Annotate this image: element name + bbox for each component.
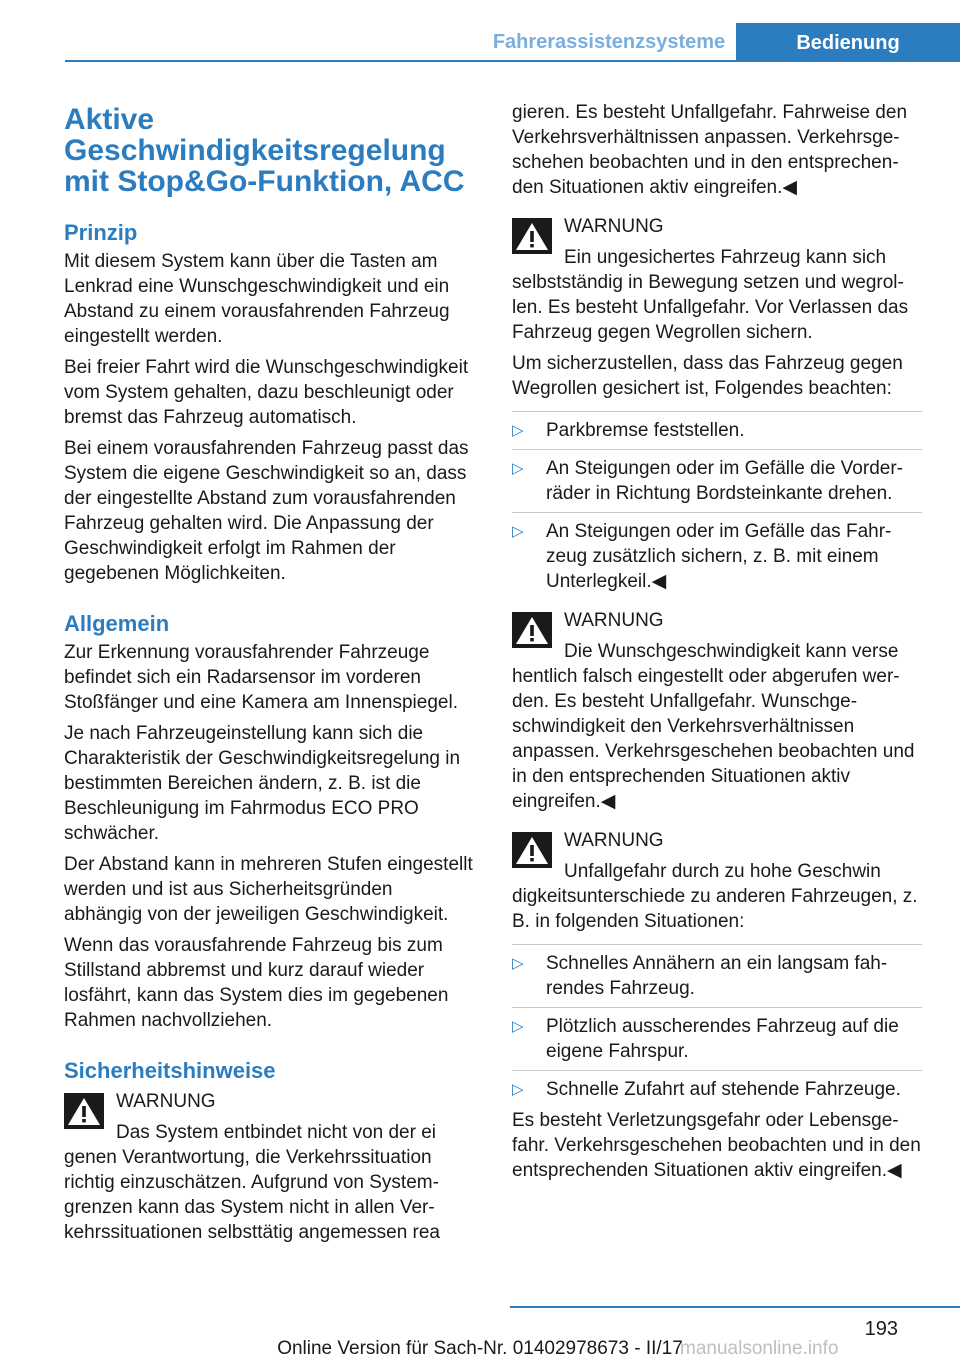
warning-block: [512, 828, 922, 934]
right-column: [512, 100, 922, 1189]
bullet-list: [512, 411, 922, 594]
list-item: ▷ An Steigungen oder im Gefälle die Vorderräder in Richtung Bordsteinkante drehen.: [512, 449, 922, 506]
footer-rule: [510, 1306, 960, 1308]
warning-triangle-icon: [64, 1093, 104, 1129]
warning-label: WARNUNG: [116, 1091, 216, 1112]
warning-text-first-line: Die Wunschgeschwindigkeit kann verse: [564, 641, 899, 662]
warning-label: WARNUNG: [564, 830, 664, 851]
warning-block: [512, 214, 922, 345]
bullet-list: [512, 944, 922, 1102]
heading-prinzip: Prinzip: [64, 220, 138, 245]
warning-text: selbstständig in Bewegung setzen und wegrollen. Es besteht Unfallgefahr. Vor Verlassen das Fahrzeug gegen Wegrollen sichern.: [512, 272, 909, 343]
list-triangle-icon: ▷: [512, 460, 524, 477]
title-line-3: mit Stop&Go-Funktion, ACC: [64, 165, 465, 198]
footer-online-version: Online Version für Sach-Nr. 01402978673 - II/17: [277, 1338, 683, 1359]
header-chapter-tab: Bedienung: [736, 23, 960, 62]
page-header: [0, 0, 960, 62]
paragraph: Um sicherzustellen, dass das Fahrzeug gegen Wegrollen gesichert ist, Folgendes beachten:: [512, 353, 903, 399]
paragraph: Wenn das vorausfahrende Fahrzeug bis zum Stillstand abbremst und kurz darauf wieder losfährt, kann das System dies im gegebenen Rahmen nachvollziehen.: [64, 935, 449, 1031]
warning-triangle-icon: [512, 832, 552, 868]
title-line-2: Geschwindigkeitsregelung: [64, 134, 446, 167]
warning-text-first-line: Unfallgefahr durch zu hohe Geschwin: [564, 861, 881, 882]
paragraph: Bei freier Fahrt wird die Wunschgeschwindigkeit vom System gehalten, dazu beschleunigt oder bremst das Fahrzeug automatisch.: [64, 357, 469, 428]
list-item: ▷ Schnelle Zufahrt auf stehende Fahrzeuge.: [512, 1070, 922, 1102]
warning-label: WARNUNG: [564, 216, 664, 237]
paragraph: Je nach Fahrzeugeinstellung kann sich die Charakteristik der Geschwindigkeitsregelung in bestimmten Bereichen ändern, z. B. ist die Beschleunigung im Fahrmodus ECO PRO schwächer.: [64, 723, 461, 844]
warning-text: digkeitsunterschiede zu anderen Fahrzeugen, z. B. in folgenden Situationen:: [512, 886, 918, 932]
watermark: manualsonline.info: [680, 1338, 839, 1359]
paragraph: Bei einem vorausfahrenden Fahrzeug passt das System die eigene Geschwindigkeit so an, dass der eingestellte Abstand zum vorausfahrenden Fahrzeug gehalten wird. Die Anpassung der Geschwindigkeit erfolgt im Rahmen der gegebenen Möglichkeiten.: [64, 438, 469, 584]
warning-label: WARNUNG: [564, 610, 664, 631]
paragraph: Mit diesem System kann über die Tasten am Lenkrad eine Wunschgeschwindigkeit und ein Abstand zu einem vorausfahrenden Fahrzeug eingestellt werden.: [64, 251, 450, 347]
list-triangle-icon: ▷: [512, 1018, 524, 1035]
warning-text-first-line: Ein ungesichertes Fahrzeug kann sich: [564, 247, 887, 268]
list-item: ▷ An Steigungen oder im Gefälle das Fahrzeug zusätzlich sichern, z. B. mit einem Unterlegkeil.◀: [512, 512, 922, 594]
warning-triangle-icon: [512, 612, 552, 648]
paragraph: Zur Erkennung vorausfahrender Fahrzeuge befindet sich ein Radarsensor im vorderen Stoßfänger und eine Kamera am Innenspiegel.: [64, 642, 458, 713]
warning-text-continued: gieren. Es besteht Unfallgefahr. Fahrweise den Verkehrsverhältnissen anpassen. Verkehrsgeschehen beobachten und in den entsprechenden Situationen aktiv eingreifen.◀: [512, 102, 908, 198]
paragraph: Es besteht Verletzungsgefahr oder Lebensgefahr. Verkehrsgeschehen beobachten und in den entsprechenden Situationen aktiv eingreifen.◀: [512, 1110, 921, 1181]
title-line-1: Aktive: [64, 103, 155, 136]
header-section-title: Fahrerassistenzsysteme: [492, 31, 726, 53]
warning-text: genen Verantwortung, die Verkehrssituation richtig einzuschätzen. Aufgrund von Systemgrenzen kann das System nicht in allen Verkehrssituationen selbsttätig angemessen rea: [64, 1147, 441, 1243]
warning-block: [64, 1089, 474, 1245]
paragraph: Der Abstand kann in mehreren Stufen eingestellt werden und ist aus Sicherheitsgründen abhängig von der jeweiligen Geschwindigkeit.: [64, 854, 473, 925]
page-number: 193: [864, 1318, 898, 1340]
warning-triangle-icon: [512, 218, 552, 254]
list-triangle-icon: ▷: [512, 422, 524, 439]
warning-text: hentlich falsch eingestellt oder abgerufen werden. Es besteht Unfallgefahr. Wunschgeschwindigkeit den Verkehrsverhältnissen anpassen. Verkehrsgeschehen beobachten und in den entsprechenden Situationen aktiv eingreifen.◀: [512, 666, 915, 812]
heading-allgemein: Allgemein: [64, 611, 170, 636]
list-triangle-icon: ▷: [512, 955, 524, 972]
list-item: ▷ Plötzlich ausscherendes Fahrzeug auf die eigene Fahrspur.: [512, 1007, 922, 1064]
warning-block: [512, 608, 922, 814]
warning-text-first-line: Das System entbindet nicht von der ei: [116, 1122, 437, 1143]
list-item: ▷ Parkbremse feststellen.: [512, 411, 922, 443]
list-triangle-icon: ▷: [512, 1081, 524, 1098]
list-item: ▷ Schnelles Annähern an ein langsam fahrendes Fahrzeug.: [512, 944, 922, 1001]
heading-sicherheitshinweise: Sicherheitshinweise: [64, 1058, 276, 1083]
list-triangle-icon: ▷: [512, 523, 524, 540]
header-rule: [65, 60, 960, 62]
page-title: [64, 104, 474, 197]
left-column: [64, 100, 474, 1251]
